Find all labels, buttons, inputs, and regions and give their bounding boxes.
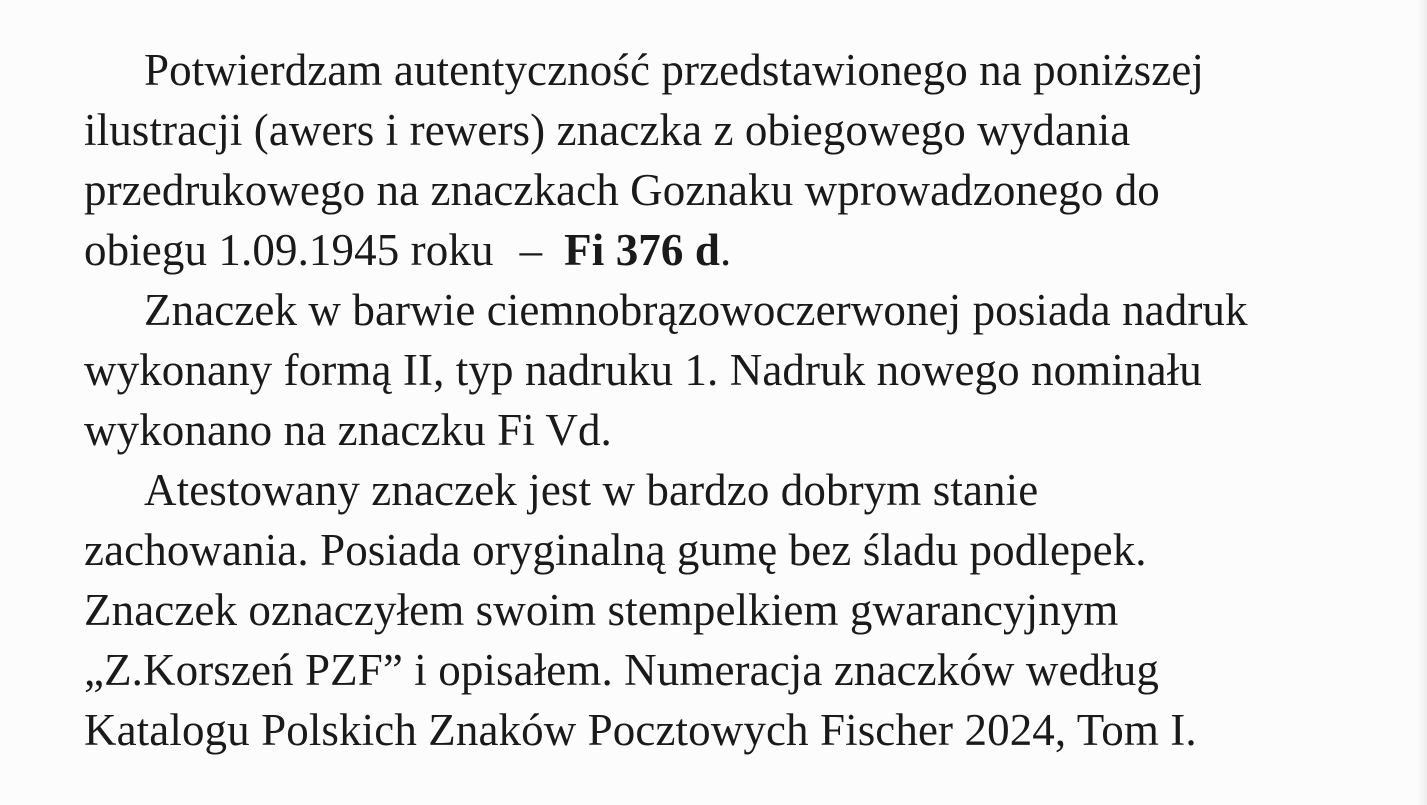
paragraph-3-line-3: Znaczek oznaczyłem swoim stempelkiem gwarancyjnym: [84, 585, 1119, 635]
page-edge-shadow: [1417, 0, 1427, 805]
paragraph-3-line-2: zachowania. Posiada oryginalną gumę bez śladu podlepek.: [84, 525, 1147, 575]
paragraph-1-line-1: Potwierdzam autentyczność przedstawionego na poniższej: [144, 45, 1205, 95]
paragraph-1-line-4: [84, 220, 1404, 280]
paragraph-2-line-1: Znaczek w barwie ciemnobrązowoczerwonej posiada nadruk: [144, 285, 1248, 335]
catalog-number: Fi 376 d: [564, 225, 720, 275]
paragraph-2-line-3: wykonano na znaczku Fi Vd.: [84, 405, 612, 455]
circulation-date-text: obiegu 1.09.1945 roku: [84, 225, 494, 275]
paragraph-3-line-5: Katalogu Polskich Znaków Pocztowych Fischer 2024, Tom I.: [84, 705, 1197, 755]
period: .: [720, 225, 732, 275]
certificate-text: [84, 40, 1404, 760]
paragraph-3-line-4: „Z.Korszeń PZF” i opisałem. Numeracja znaczków według: [84, 645, 1159, 695]
paragraph-2-line-2: wykonany formą II, typ nadruku 1. Nadruk nowego nominału: [84, 345, 1202, 395]
dash: –: [519, 225, 543, 275]
paragraph-3-line-1: Atestowany znaczek jest w bardzo dobrym stanie: [144, 465, 1039, 515]
paragraph-1-line-2: ilustracji (awers i rewers) znaczka z obiegowego wydania: [84, 105, 1131, 155]
paragraph-1-line-3: przedrukowego na znaczkach Goznaku wprowadzonego do: [84, 165, 1160, 215]
